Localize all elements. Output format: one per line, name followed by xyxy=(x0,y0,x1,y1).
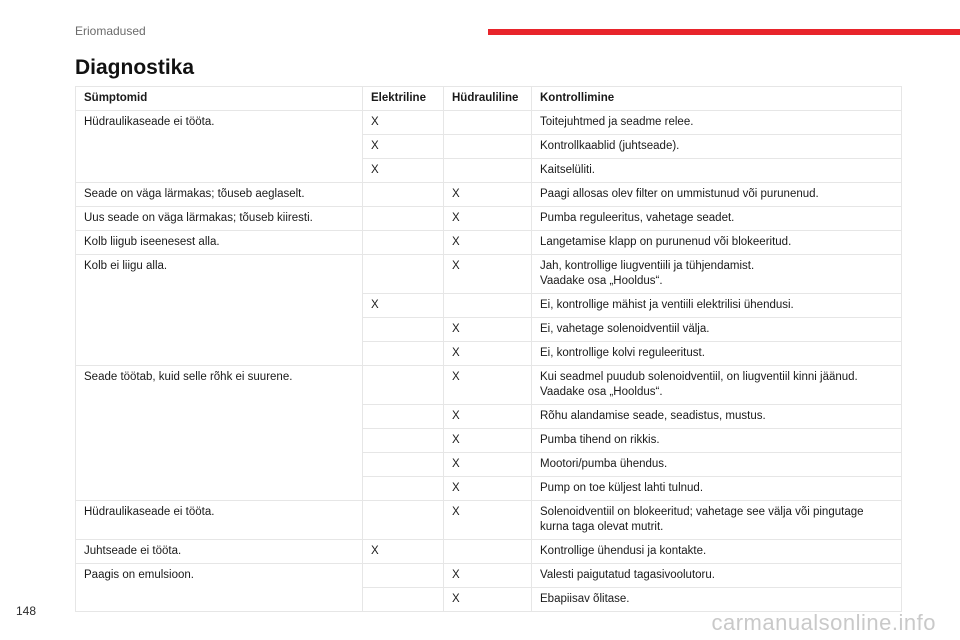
check-cell xyxy=(532,111,902,135)
check-cell xyxy=(532,342,902,366)
hydraulic-cell: X xyxy=(444,564,532,588)
check-text: Kontrollkaablid (juhtseade). xyxy=(540,140,680,152)
symptom-cell: Uus seade on väga lärmakas; tõuseb kiiresti. xyxy=(76,207,363,231)
hydraulic-cell: X xyxy=(444,405,532,429)
electrical-cell: X xyxy=(363,135,444,159)
hydraulic-cell xyxy=(444,159,532,183)
check-text: Pump on toe küljest lahti tulnud. xyxy=(540,482,704,494)
header-hydraulic: Hüdrauliline xyxy=(444,87,532,111)
table-body xyxy=(76,111,902,612)
table-row xyxy=(76,207,902,231)
hydraulic-cell xyxy=(444,135,532,159)
table-row xyxy=(76,255,902,294)
table-row xyxy=(76,366,902,405)
hydraulic-cell xyxy=(444,540,532,564)
electrical-cell xyxy=(363,366,444,405)
check-cell xyxy=(532,294,902,318)
check-cell xyxy=(532,318,902,342)
check-cell xyxy=(532,366,902,405)
hydraulic-cell: X xyxy=(444,429,532,453)
electrical-cell xyxy=(363,564,444,588)
check-cell xyxy=(532,501,902,540)
electrical-cell: X xyxy=(363,111,444,135)
header-symptoms: Sümptomid xyxy=(76,87,363,111)
header-electrical: Elektriline xyxy=(363,87,444,111)
header-accent-bar xyxy=(488,29,960,35)
electrical-cell xyxy=(363,453,444,477)
check-text: Pumba reguleeritus, vahetage seadet. xyxy=(540,212,735,224)
electrical-cell xyxy=(363,588,444,612)
check-text: Rõhu alandamise seade, seadistus, mustus. xyxy=(540,410,766,422)
electrical-cell xyxy=(363,477,444,501)
table-row xyxy=(76,111,902,135)
check-cell xyxy=(532,540,902,564)
check-text-line2: Vaadake osa „Hooldus“. xyxy=(540,386,663,398)
symptom-cell: Paagis on emulsioon. xyxy=(76,564,363,612)
check-text: Ei, kontrollige kolvi reguleeritust. xyxy=(540,347,705,359)
check-text-line2: kurna taga olevat mutrit. xyxy=(540,521,664,533)
electrical-cell xyxy=(363,429,444,453)
hydraulic-cell: X xyxy=(444,255,532,294)
check-cell xyxy=(532,231,902,255)
header-check: Kontrollimine xyxy=(532,87,902,111)
check-text: Langetamise klapp on purunenud või blokeeritud. xyxy=(540,236,792,248)
check-cell xyxy=(532,564,902,588)
hydraulic-cell: X xyxy=(444,453,532,477)
check-cell xyxy=(532,207,902,231)
hydraulic-cell: X xyxy=(444,366,532,405)
hydraulic-cell xyxy=(444,294,532,318)
check-cell xyxy=(532,135,902,159)
check-text: Kaitselüliti. xyxy=(540,164,595,176)
hydraulic-cell: X xyxy=(444,231,532,255)
symptom-cell: Kolb liigub iseenesest alla. xyxy=(76,231,363,255)
hydraulic-cell: X xyxy=(444,183,532,207)
check-cell xyxy=(532,255,902,294)
hydraulic-cell: X xyxy=(444,318,532,342)
check-text: Jah, kontrollige liugventiili ja tühjendamist. xyxy=(540,260,755,272)
check-cell xyxy=(532,405,902,429)
hydraulic-cell xyxy=(444,111,532,135)
check-cell xyxy=(532,588,902,612)
electrical-cell xyxy=(363,207,444,231)
section-label: Eriomadused xyxy=(75,24,146,38)
symptom-cell: Juhtseade ei tööta. xyxy=(76,540,363,564)
check-text: Ei, kontrollige mähist ja ventiili elektrilisi ühendusi. xyxy=(540,299,794,311)
check-text: Pumba tihend on rikkis. xyxy=(540,434,660,446)
electrical-cell xyxy=(363,183,444,207)
check-cell xyxy=(532,183,902,207)
check-cell xyxy=(532,429,902,453)
electrical-cell xyxy=(363,342,444,366)
diagnostics-table xyxy=(75,86,902,612)
table-row xyxy=(76,231,902,255)
check-text: Ei, vahetage solenoidventiil välja. xyxy=(540,323,710,335)
check-cell xyxy=(532,453,902,477)
check-text: Kui seadmel puudub solenoidventiil, on liugventiil kinni jäänud. xyxy=(540,371,858,383)
table-header-row xyxy=(76,87,902,111)
hydraulic-cell: X xyxy=(444,501,532,540)
symptom-cell: Seade on väga lärmakas; tõuseb aeglaselt. xyxy=(76,183,363,207)
symptom-cell: Seade töötab, kuid selle rõhk ei suurene. xyxy=(76,366,363,501)
check-cell xyxy=(532,159,902,183)
page-number: 148 xyxy=(16,604,37,618)
table-row xyxy=(76,564,902,588)
check-text: Toitejuhtmed ja seadme relee. xyxy=(540,116,694,128)
check-text: Paagi allosas olev filter on ummistunud või purunenud. xyxy=(540,188,819,200)
hydraulic-cell: X xyxy=(444,588,532,612)
check-text-line2: Vaadake osa „Hooldus“. xyxy=(540,275,663,287)
electrical-cell: X xyxy=(363,294,444,318)
check-text: Solenoidventiil on blokeeritud; vahetage see välja või pingutage xyxy=(540,506,864,518)
page-title: Diagnostika xyxy=(75,56,195,79)
electrical-cell xyxy=(363,501,444,540)
electrical-cell xyxy=(363,255,444,294)
hydraulic-cell: X xyxy=(444,477,532,501)
check-cell xyxy=(532,477,902,501)
electrical-cell xyxy=(363,231,444,255)
electrical-cell: X xyxy=(363,540,444,564)
check-text: Kontrollige ühendusi ja kontakte. xyxy=(540,545,707,557)
hydraulic-cell: X xyxy=(444,342,532,366)
electrical-cell: X xyxy=(363,159,444,183)
check-text: Valesti paigutatud tagasivoolutoru. xyxy=(540,569,715,581)
table-row xyxy=(76,183,902,207)
table-row xyxy=(76,540,902,564)
symptom-cell: Hüdraulikaseade ei tööta. xyxy=(76,111,363,183)
watermark: carmanualsonline.info xyxy=(711,610,936,635)
check-text: Mootori/pumba ühendus. xyxy=(540,458,668,470)
electrical-cell xyxy=(363,318,444,342)
symptom-cell: Hüdraulikaseade ei tööta. xyxy=(76,501,363,540)
electrical-cell xyxy=(363,405,444,429)
hydraulic-cell: X xyxy=(444,207,532,231)
check-text: Ebapiisav õlitase. xyxy=(540,593,630,605)
table-row xyxy=(76,501,902,540)
symptom-cell: Kolb ei liigu alla. xyxy=(76,255,363,366)
